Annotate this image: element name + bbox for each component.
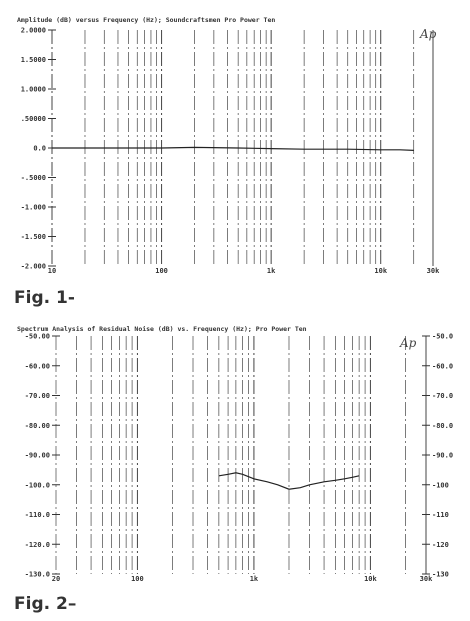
x-tick-label: 10k bbox=[374, 267, 388, 275]
x-tick-label: 1k bbox=[249, 575, 259, 583]
y-tick-label: .50000 bbox=[20, 115, 46, 123]
y-tick-label: -80.00 bbox=[24, 421, 50, 430]
x-tick-label: 100 bbox=[131, 575, 144, 583]
x-tick-label: 10 bbox=[47, 267, 57, 275]
y-tick-label: -60.00 bbox=[24, 362, 50, 371]
chart-title: Amplitude (dB) versus Frequency (Hz); Soundcraftsmen Pro Power Ten bbox=[17, 16, 276, 24]
data-series-line bbox=[52, 147, 414, 150]
ap-logo: Ap bbox=[400, 336, 417, 350]
y-tick-label: -120.0 bbox=[24, 540, 50, 549]
x-tick-label: 10k bbox=[364, 575, 377, 583]
x-tick-label: 30k bbox=[419, 575, 433, 583]
y-tick-label: 2.0000 bbox=[20, 26, 46, 35]
x-tick-label: 30k bbox=[426, 267, 440, 275]
y-tick-label-right: -60.0 bbox=[432, 362, 454, 371]
noise-spectrum-chart bbox=[0, 318, 470, 590]
ap-logo: Ap bbox=[420, 27, 437, 41]
x-tick-label: 100 bbox=[155, 267, 168, 275]
y-tick-label-right: -80.0 bbox=[432, 421, 454, 430]
figure-1-caption: Fig. 1- bbox=[14, 288, 75, 308]
y-tick-label: -100.0 bbox=[24, 481, 50, 490]
y-tick-label-right: -130 bbox=[432, 570, 449, 579]
y-tick-label: -70.00 bbox=[24, 392, 50, 400]
y-tick-label: -1.500 bbox=[20, 233, 46, 241]
y-tick-label-right: -100 bbox=[432, 481, 449, 490]
y-tick-label-right: -50.0 bbox=[432, 332, 454, 341]
y-tick-label: -90.00 bbox=[24, 451, 50, 460]
y-tick-label: -110.0 bbox=[24, 511, 50, 519]
y-tick-label-right: -110 bbox=[432, 511, 449, 519]
chart-title: Spectrum Analysis of Residual Noise (dB) vs. Frequency (Hz); Pro Power Ten bbox=[17, 325, 307, 333]
y-tick-label: 1.5000 bbox=[20, 56, 46, 64]
y-tick-label-right: -90.0 bbox=[432, 451, 454, 460]
y-tick-label: -2.000 bbox=[20, 262, 46, 271]
y-tick-label: 1.0000 bbox=[20, 85, 46, 94]
x-tick-label: 1k bbox=[266, 267, 276, 275]
y-tick-label-right: -120 bbox=[432, 540, 449, 549]
y-tick-label: -130.0 bbox=[24, 570, 50, 579]
y-tick-label: -50.00 bbox=[24, 332, 50, 341]
x-tick-label: 20 bbox=[51, 575, 61, 583]
y-tick-label: 0.0 bbox=[33, 144, 46, 153]
y-tick-label: -.5000 bbox=[20, 174, 46, 182]
y-tick-label-right: -70.0 bbox=[432, 392, 454, 400]
amplitude-chart bbox=[0, 0, 470, 290]
figure-2-caption: Fig. 2– bbox=[14, 594, 77, 614]
y-tick-label: -1.000 bbox=[20, 203, 46, 212]
